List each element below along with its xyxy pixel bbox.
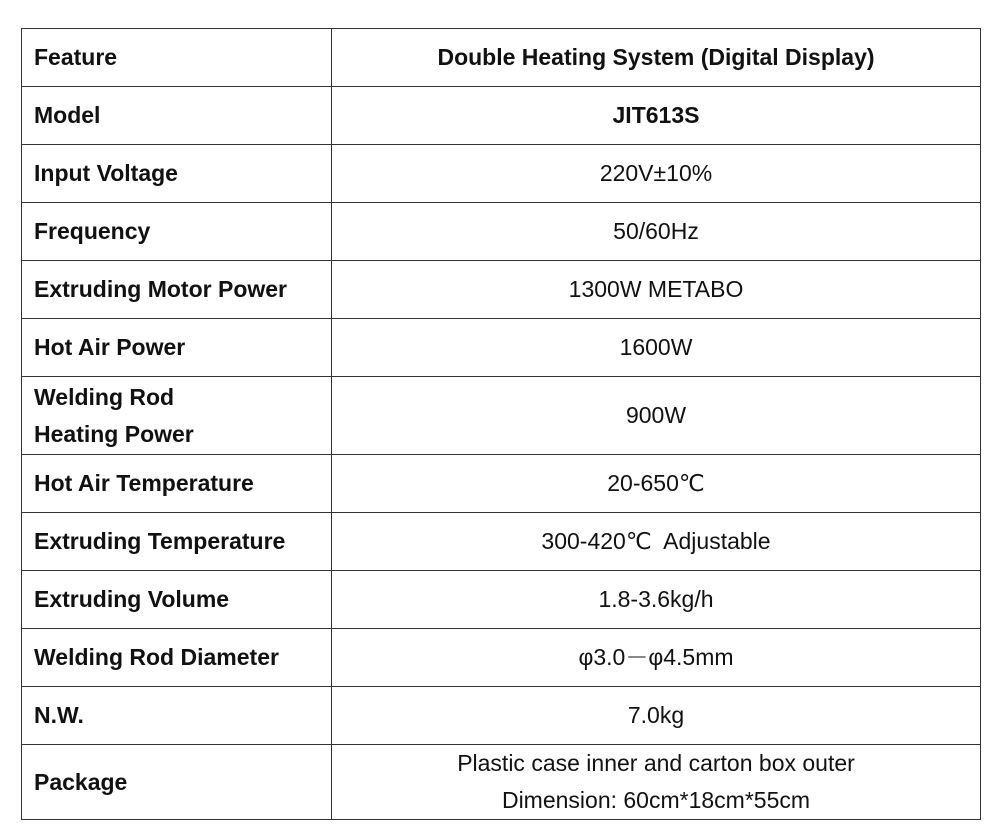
value-cell: 20-650℃ — [332, 455, 981, 513]
value-cell: 1300W METABO — [332, 261, 981, 319]
feature-line: Heating Power — [34, 420, 194, 447]
table-row — [22, 145, 981, 203]
feature-cell: Extruding Temperature — [22, 513, 332, 571]
value-cell: JIT613S — [332, 87, 981, 145]
value-cell: 220V±10% — [332, 145, 981, 203]
header-value-cell: Double Heating System (Digital Display) — [332, 29, 981, 87]
feature-line: Welding Rod — [34, 383, 175, 410]
feature-cell: Package — [22, 745, 332, 820]
table-row — [22, 571, 981, 629]
value-cell: 7.0kg — [332, 687, 981, 745]
value-cell: 50/60Hz — [332, 203, 981, 261]
spec-table — [21, 28, 981, 820]
feature-cell: Model — [22, 87, 332, 145]
table-row — [22, 203, 981, 261]
value-cell: φ3.0－φ4.5mm — [332, 629, 981, 687]
feature-cell: Frequency — [22, 203, 332, 261]
feature-cell — [22, 377, 332, 455]
value-cell: 300-420℃ Adjustable — [332, 513, 981, 571]
table-row — [22, 745, 981, 820]
table-row — [22, 261, 981, 319]
feature-cell: Hot Air Power — [22, 319, 332, 377]
table-row — [22, 629, 981, 687]
table-row — [22, 87, 981, 145]
table-row — [22, 319, 981, 377]
feature-cell: Welding Rod Diameter — [22, 629, 332, 687]
feature-cell: Extruding Volume — [22, 571, 332, 629]
value-cell: 1600W — [332, 319, 981, 377]
feature-cell: Input Voltage — [22, 145, 332, 203]
feature-cell: Extruding Motor Power — [22, 261, 332, 319]
feature-cell: Hot Air Temperature — [22, 455, 332, 513]
value-cell — [332, 745, 981, 820]
header-feature-cell: Feature — [22, 29, 332, 87]
value-cell: 1.8-3.6kg/h — [332, 571, 981, 629]
table-row — [22, 513, 981, 571]
value-cell: 900W — [332, 377, 981, 455]
value-line: Plastic case inner and carton box outer — [457, 750, 855, 776]
feature-cell: N.W. — [22, 687, 332, 745]
value-line: Dimension: 60cm*18cm*55cm — [501, 787, 811, 813]
table-row — [22, 377, 981, 455]
table-header-row — [22, 29, 981, 87]
table-row — [22, 455, 981, 513]
table-row — [22, 687, 981, 745]
